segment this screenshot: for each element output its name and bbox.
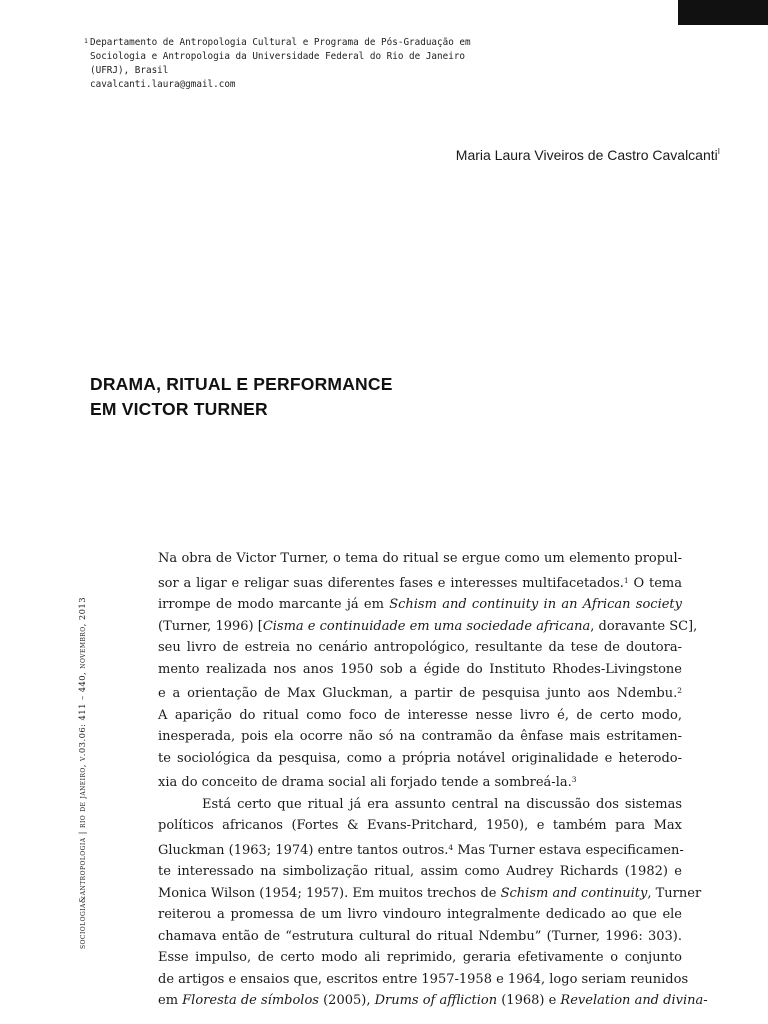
body-text-run: Esse impulso, de certo modo ali reprimido, geraria efetivamente o conjunto <box>158 950 682 965</box>
article-title <box>90 372 590 422</box>
body-text-run: , doravante SC], <box>590 618 698 634</box>
body-text-run: (2005), <box>318 993 375 1008</box>
body-text-run: te sociológica da pesquisa, como a própria notável originalidade e heterodo- <box>158 750 682 766</box>
body-text-run: Gluckman (1963; 1974) entre tantos outros. <box>158 842 449 858</box>
footnote-ref: 2 <box>677 686 682 695</box>
author-name-text: Maria Laura Viveiros de Castro Cavalcanti <box>455 147 718 163</box>
body-line <box>158 861 682 883</box>
title-line-1: DRAMA, RITUAL E PERFORMANCE <box>90 374 393 394</box>
body-text-run: te interessado na simbolização ritual, assim como Audrey Richards (1982) e <box>158 864 682 879</box>
body-line <box>158 947 682 969</box>
body-line <box>158 570 682 595</box>
author-marker: I <box>717 147 720 156</box>
body-line <box>158 637 682 659</box>
body-line <box>158 616 698 638</box>
affiliation-line: Sociologia e Antropologia da Universidade Federal do Rio de Janeiro <box>90 51 466 62</box>
body-line <box>158 794 682 816</box>
page-corner-tab <box>678 0 768 25</box>
body-line <box>158 769 682 794</box>
article-body <box>158 548 708 1012</box>
body-text-run: (Turner, 1996) [ <box>158 618 263 634</box>
italic-title: Schism and continuity <box>500 885 648 901</box>
body-text-run: mento realizada nos anos 1950 sob a égide do Instituto Rhodes-Livingstone <box>158 661 682 677</box>
body-line <box>158 748 682 770</box>
author-affiliation-footnote <box>84 36 504 92</box>
body-line <box>158 680 682 705</box>
body-line <box>158 726 682 748</box>
body-text-run: Na obra de Victor Turner, o tema do ritual se ergue como um elemento propul- <box>158 551 682 566</box>
running-head-vertical: sociologia&antropologia | rio de janeiro, v.03.06: 411 – 440, novembro, 2013 <box>77 597 87 949</box>
body-line <box>158 815 682 837</box>
body-line <box>158 904 682 926</box>
body-line <box>158 837 682 862</box>
italic-title: Schism and continuity in an African society <box>389 597 682 612</box>
footnote-ref: 3 <box>571 775 577 784</box>
author-email: cavalcanti.laura@gmail.com <box>90 79 236 90</box>
italic-title: Drums of affliction <box>374 993 498 1008</box>
body-line <box>158 926 682 948</box>
body-text-run: sor a ligar e religar suas diferentes fases e interesses multifacetados. <box>158 575 624 591</box>
author-name <box>456 147 720 163</box>
body-text-run: irrompe de modo marcante já em <box>158 597 390 612</box>
footnote-marker: 1 <box>84 37 88 45</box>
body-text-run: seu livro de estreia no cenário antropológico, resultante da tese de doutora- <box>158 640 682 655</box>
body-line <box>158 883 702 905</box>
body-text-run: Mas Turner estava especificamen- <box>453 842 684 858</box>
footnote-ref: 1 <box>623 575 629 585</box>
body-text-run: O tema <box>628 575 683 591</box>
body-text-run: políticos africanos (Fortes & Evans-Pritchard, 1950), e também para Max <box>158 818 682 833</box>
affiliation-line: (UFRJ), Brasil <box>90 65 169 76</box>
body-line <box>158 548 682 570</box>
footnote-ref: 4 <box>448 842 454 852</box>
title-line-2: EM VICTOR TURNER <box>90 399 268 419</box>
affiliation-line: Departamento de Antropologia Cultural e Programa de Pós-Graduação em <box>90 37 471 48</box>
body-text-run: inesperada, pois ela ocorre não só na contramão da ênfase mais estritamen- <box>158 729 682 744</box>
italic-title: Revelation and divina- <box>560 993 708 1008</box>
body-line <box>158 594 682 616</box>
italic-title: Cisma e continuidade em uma sociedade africana <box>262 618 591 634</box>
body-line <box>158 659 682 681</box>
body-text-run: de artigos e ensaios que, escritos entre 1957-1958 e 1964, logo seriam reunidos <box>158 971 689 987</box>
body-text-run: (1968) e <box>497 993 561 1008</box>
body-line <box>158 969 689 991</box>
body-line <box>158 705 682 727</box>
body-text-run: em <box>158 993 183 1008</box>
body-text-run: Está certo que ritual já era assunto central na discussão dos sistemas <box>202 796 682 812</box>
body-text-run: , Turner <box>647 885 702 901</box>
body-text-run: e a orientação de Max Gluckman, a partir de pesquisa junto aos Ndembu. <box>158 686 678 701</box>
body-text-run: reiterou a promessa de um livro vindouro integralmente dedicado ao que ele <box>158 907 682 922</box>
body-text-run: chamava então de “estrutura cultural do ritual Ndembu” (Turner, 1996: 303). <box>158 928 682 944</box>
italic-title: Floresta de símbolos <box>182 993 319 1008</box>
body-text-run: Monica Wilson (1954; 1957). Em muitos trechos de <box>158 885 501 901</box>
body-text-run: A aparição do ritual como foco de interesse nesse livro é, de certo modo, <box>158 707 682 723</box>
body-text-run: xia do conceito de drama social ali forjado tende a sombreá-la. <box>158 775 572 790</box>
body-line <box>158 990 708 1012</box>
